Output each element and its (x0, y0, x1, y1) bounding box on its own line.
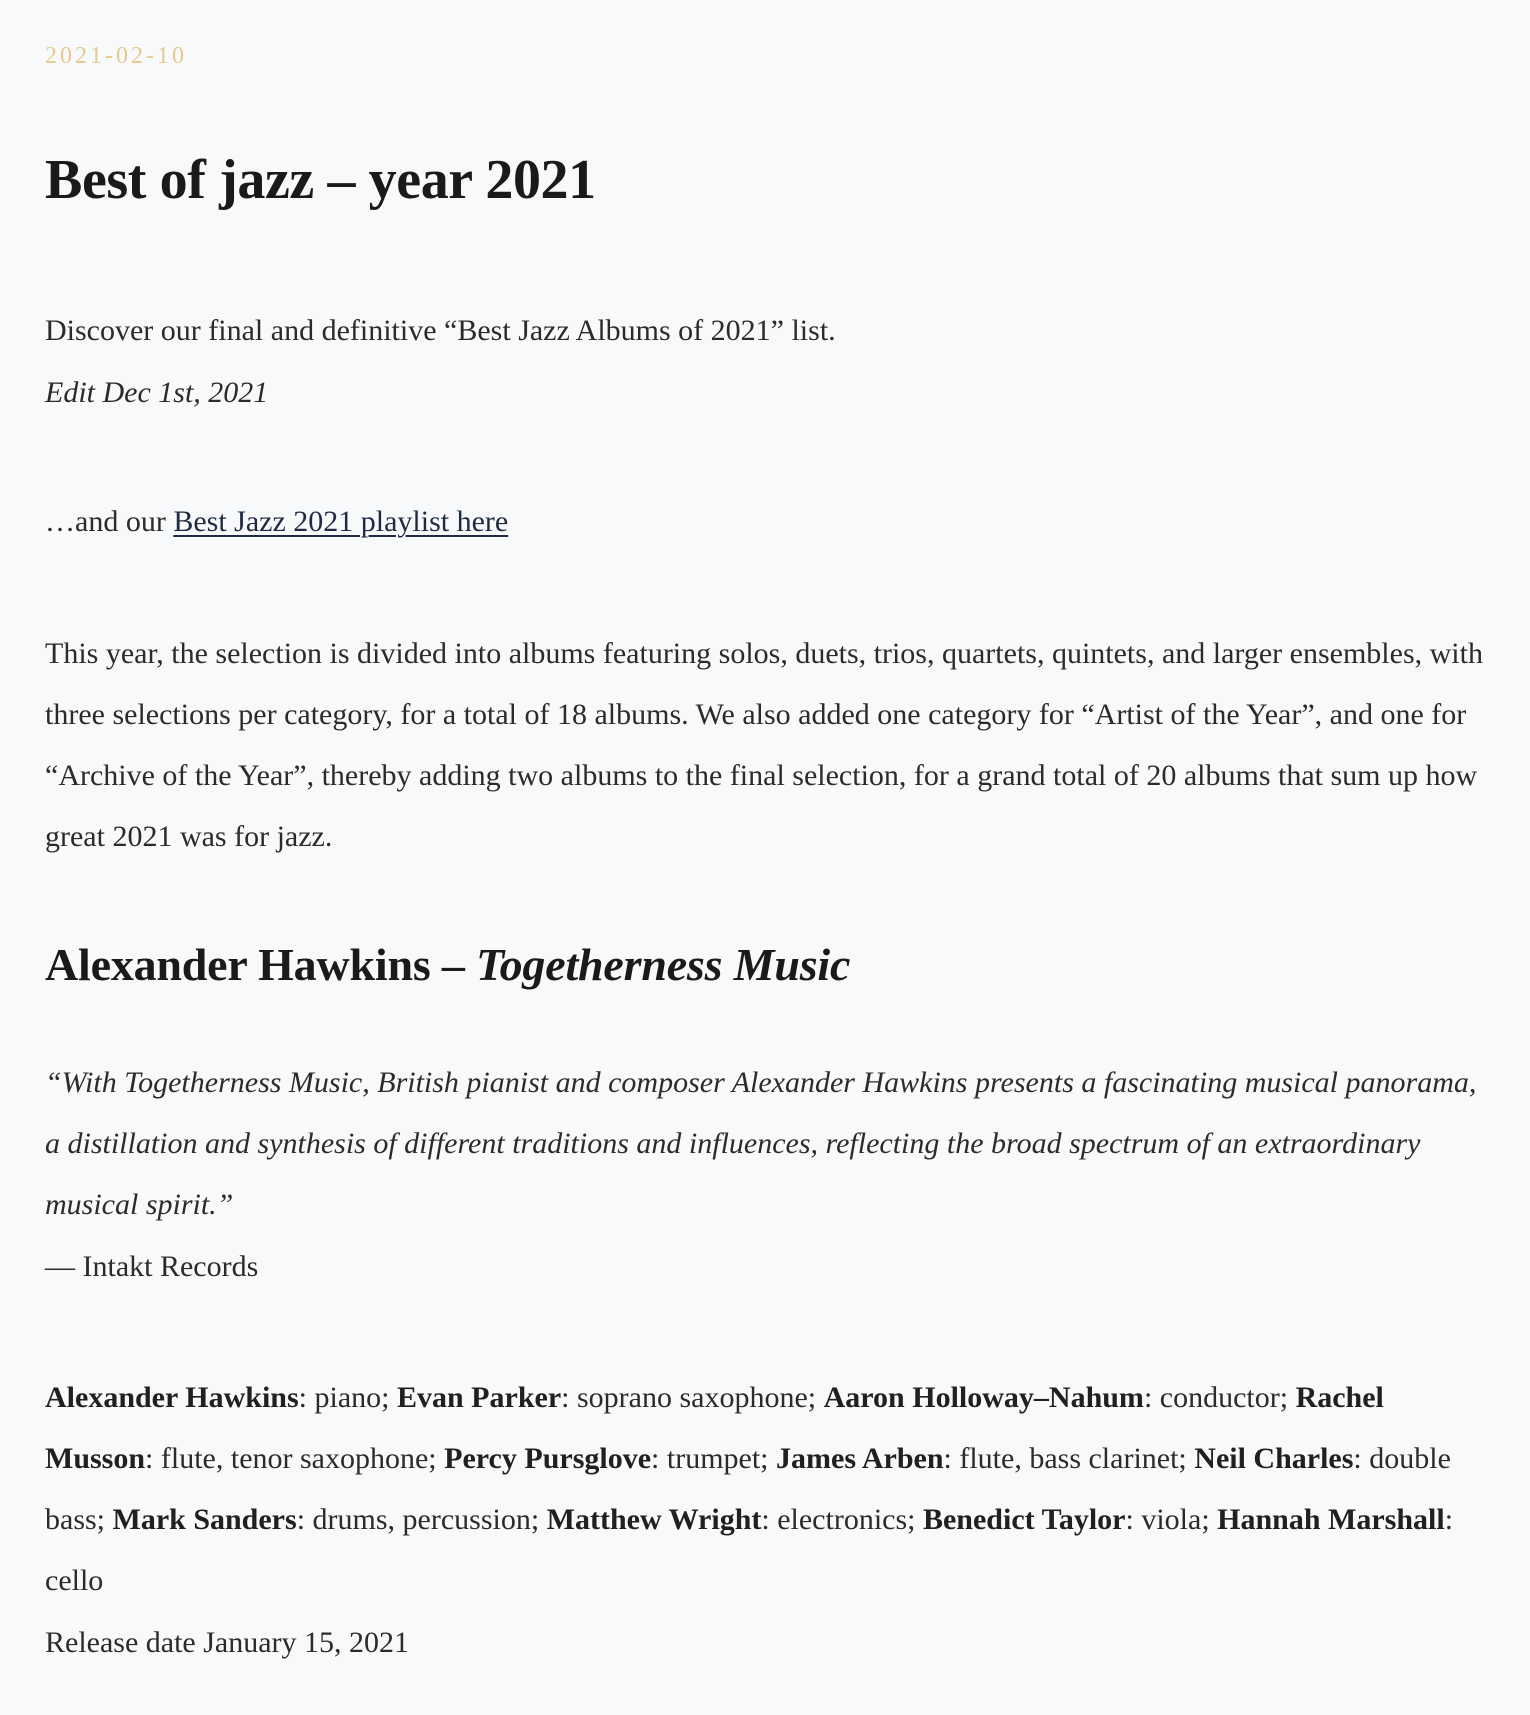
album-artist: Alexander Hawkins (45, 939, 431, 990)
album-heading-separator: – (430, 939, 476, 990)
page-title: Best of jazz – year 2021 (45, 149, 596, 211)
musician-role: : conductor; (1143, 1381, 1296, 1414)
album-title: Togetherness Music (475, 939, 851, 990)
intro-paragraph: Discover our final and definitive “Best Jazz Albums of 2021” list. (45, 314, 836, 347)
playlist-prefix: …and our (45, 505, 174, 538)
musician-name: Evan Parker (396, 1381, 562, 1414)
album-quote: “With Togetherness Music, British pianist and composer Alexander Hawkins presents a fascinating musical panorama, a distillation and synthesis of different traditions and influences, reflecting the broad spectrum of an extraordinary musical spirit.” (45, 1066, 1477, 1221)
musician-name: Mark Sanders (112, 1503, 297, 1536)
release-date: Release date January 15, 2021 (45, 1626, 410, 1659)
musician-name: Matthew Wright (546, 1503, 762, 1536)
musician-name: Percy Pursglove (444, 1442, 652, 1475)
musician-role: : trumpet; (651, 1442, 777, 1475)
musician-name: Hannah Marshall (1217, 1503, 1445, 1536)
personnel-list (45, 1367, 1490, 1611)
musician-role: : cello (45, 1503, 1454, 1597)
description-paragraph: This year, the selection is divided into albums featuring solos, duets, trios, quartets, quintets, and larger ensembles, with three selections per category, for a total of 18 albums. We also added one category for “Artist of the Year”, and one for “Archive of the Year”, thereby adding two albums to the final selection, for a grand total of 20 albums that sum up how great 2021 was for jazz. (45, 637, 1483, 853)
playlist-link[interactable]: Best Jazz 2021 playlist here (173, 505, 509, 538)
album-heading (45, 940, 850, 991)
musician-role: : flute, bass clarinet; (943, 1442, 1195, 1475)
playlist-paragraph (45, 491, 1485, 552)
musician-role: : piano; (298, 1381, 397, 1414)
musician-role: : viola; (1125, 1503, 1218, 1536)
musician-role: : flute, tenor saxophone; (145, 1442, 445, 1475)
musician-role: : soprano saxophone; (561, 1381, 824, 1414)
musician-name: Rachel Musson (45, 1381, 1384, 1475)
musician-name: Neil Charles (1194, 1442, 1354, 1475)
quote-source: — Intakt Records (45, 1250, 259, 1283)
musician-role: : double bass; (45, 1442, 1451, 1536)
edit-note: Edit Dec 1st, 2021 (45, 376, 269, 409)
musician-role: : drums, percussion; (296, 1503, 547, 1536)
musician-role: : electronics; (761, 1503, 923, 1536)
musician-name: Benedict Taylor (922, 1503, 1126, 1536)
musician-name: Aaron Holloway–Nahum (823, 1381, 1144, 1414)
musician-name: James Arben (776, 1442, 944, 1475)
post-date: 2021-02-10 (45, 43, 187, 69)
musician-name: Alexander Hawkins (45, 1381, 299, 1414)
